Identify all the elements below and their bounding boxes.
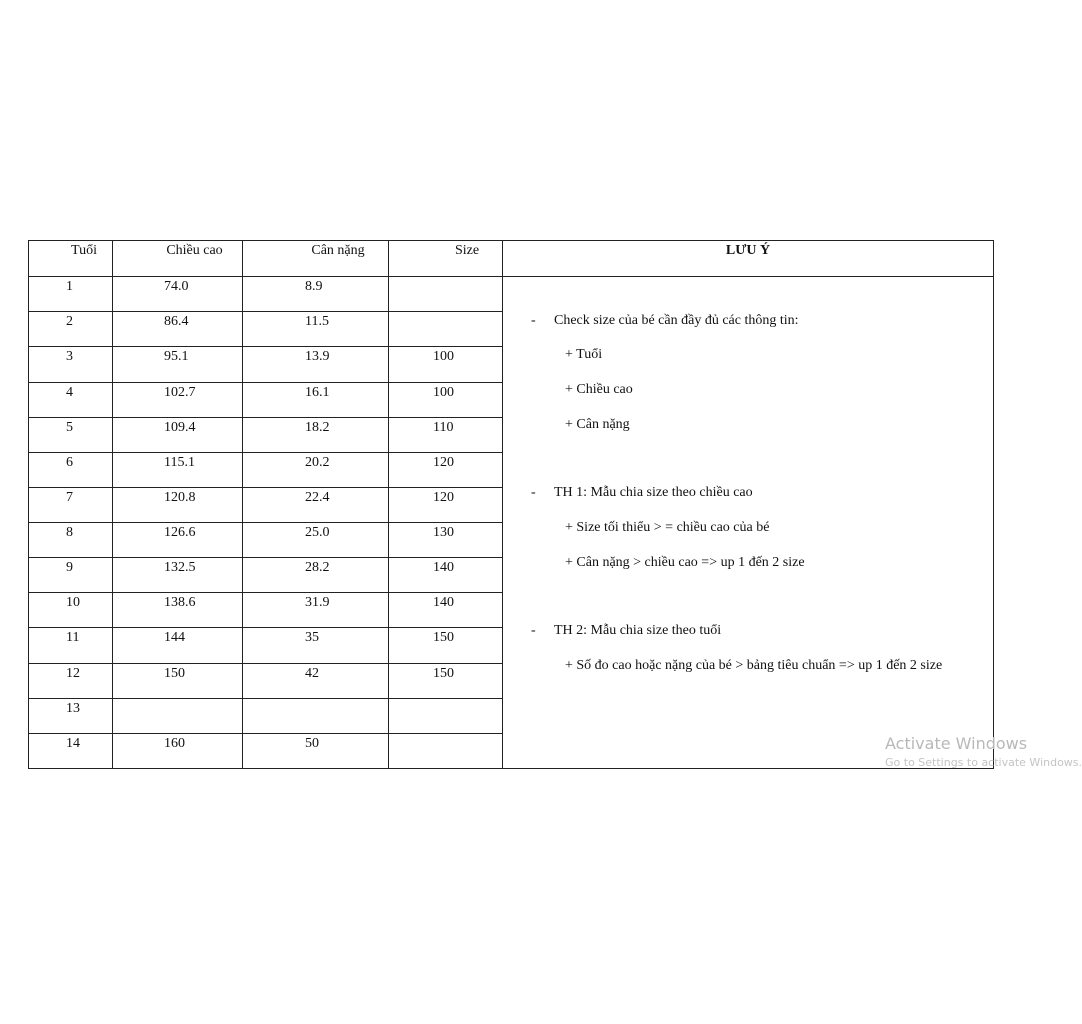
cell-size: 140: [389, 558, 503, 593]
cell-size: 100: [389, 347, 503, 382]
cell-age: 13: [29, 698, 113, 733]
cell-weight: 22.4: [243, 487, 389, 522]
cell-size: 100: [389, 382, 503, 417]
cell-weight: 13.9: [243, 347, 389, 382]
cell-height: 102.7: [113, 382, 243, 417]
bullet-dash: -: [531, 485, 536, 501]
header-weight: Cân nặng: [243, 241, 389, 277]
cell-weight: 35: [243, 628, 389, 663]
check-item: + Tuổi: [565, 347, 603, 363]
bullet-dash: -: [531, 313, 536, 329]
th2-title: TH 2: Mẫu chia size theo tuổi: [554, 623, 722, 639]
cell-age: 9: [29, 558, 113, 593]
cell-weight: 11.5: [243, 312, 389, 347]
cell-weight: 28.2: [243, 558, 389, 593]
cell-age: 12: [29, 663, 113, 698]
activate-windows-watermark: [885, 733, 1082, 779]
cell-height: 160: [113, 733, 243, 768]
th2-item: + Số đo cao hoặc nặng của bé > bảng tiêu chuẩn => up 1 đến 2 size: [565, 658, 943, 674]
cell-size: 120: [389, 452, 503, 487]
cell-height: [113, 698, 243, 733]
cell-size: 150: [389, 628, 503, 663]
cell-age: 6: [29, 452, 113, 487]
cell-size: [389, 277, 503, 312]
cell-size: [389, 733, 503, 768]
cell-age: 14: [29, 733, 113, 768]
cell-height: 132.5: [113, 558, 243, 593]
header-size: Size: [389, 241, 503, 277]
cell-age: 5: [29, 417, 113, 452]
cell-size: [389, 312, 503, 347]
cell-size: [389, 698, 503, 733]
cell-weight: 42: [243, 663, 389, 698]
watermark-title: Activate Windows: [885, 734, 1028, 753]
th1-item: + Size tối thiểu > = chiều cao của bé: [565, 520, 770, 536]
cell-age: 8: [29, 523, 113, 558]
check-item: + Chiều cao: [565, 382, 633, 398]
th1-title: TH 1: Mẫu chia size theo chiều cao: [554, 485, 753, 501]
cell-weight: 8.9: [243, 277, 389, 312]
cell-height: 109.4: [113, 417, 243, 452]
table-row: [29, 277, 994, 312]
cell-age: 1: [29, 277, 113, 312]
check-intro: Check size của bé cần đầy đủ các thông tin:: [554, 313, 799, 329]
th1-item: + Cân nặng > chiều cao => up 1 đến 2 size: [565, 555, 805, 571]
header-height: Chiều cao: [113, 241, 243, 277]
bullet-dash: -: [531, 623, 536, 639]
header-row: [29, 241, 994, 277]
cell-age: 2: [29, 312, 113, 347]
cell-age: 11: [29, 628, 113, 663]
cell-size: 120: [389, 487, 503, 522]
notes-panel: [503, 277, 994, 769]
cell-height: 120.8: [113, 487, 243, 522]
cell-height: 95.1: [113, 347, 243, 382]
cell-age: 3: [29, 347, 113, 382]
cell-height: 126.6: [113, 523, 243, 558]
header-age: Tuổi: [29, 241, 113, 277]
cell-size: 140: [389, 593, 503, 628]
cell-size: 150: [389, 663, 503, 698]
cell-height: 74.0: [113, 277, 243, 312]
cell-size: 130: [389, 523, 503, 558]
cell-weight: 31.9: [243, 593, 389, 628]
cell-height: 115.1: [113, 452, 243, 487]
cell-weight: 18.2: [243, 417, 389, 452]
cell-weight: 16.1: [243, 382, 389, 417]
cell-weight: 20.2: [243, 452, 389, 487]
header-note: LƯU Ý: [503, 241, 994, 277]
cell-age: 7: [29, 487, 113, 522]
cell-height: 86.4: [113, 312, 243, 347]
cell-weight: 50: [243, 733, 389, 768]
notes-content: [503, 277, 993, 768]
cell-weight: 25.0: [243, 523, 389, 558]
cell-weight: [243, 698, 389, 733]
cell-height: 144: [113, 628, 243, 663]
cell-height: 138.6: [113, 593, 243, 628]
cell-size: 110: [389, 417, 503, 452]
cell-height: 150: [113, 663, 243, 698]
size-chart-table: [28, 240, 994, 769]
check-item: + Cân nặng: [565, 417, 630, 433]
cell-age: 10: [29, 593, 113, 628]
cell-age: 4: [29, 382, 113, 417]
watermark-subtitle: Go to Settings to activate Windows.: [885, 756, 1082, 769]
